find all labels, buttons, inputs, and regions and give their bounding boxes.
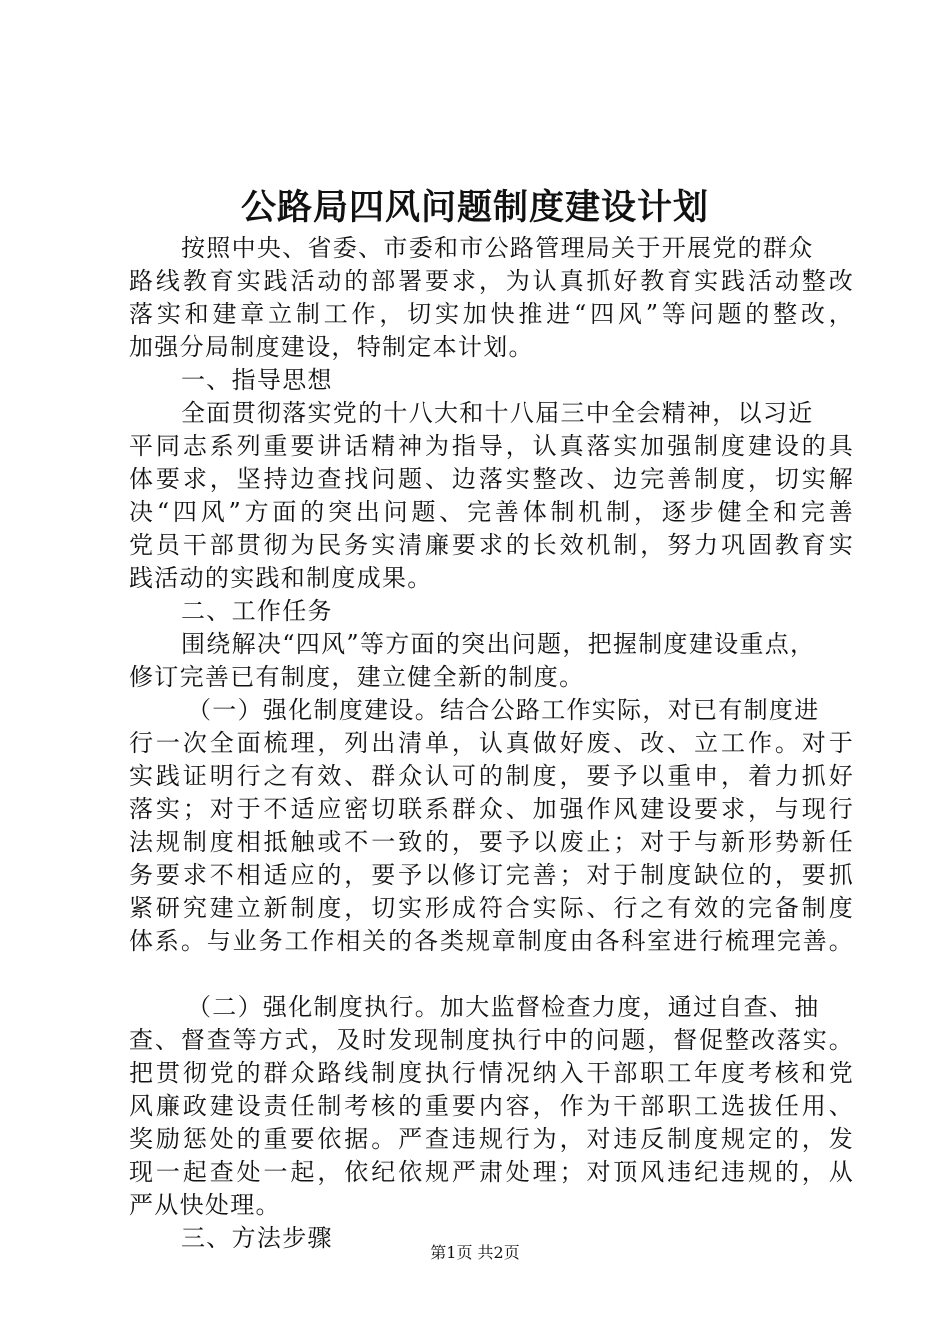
paragraph-line: 现一起查处一起，依纪依规严肃处理；对顶风违纪违规的，从 [129, 1158, 854, 1186]
paragraph-line: 严从快处理。 [129, 1191, 281, 1219]
paragraph-line: 风廉政建设责任制考核的重要内容，作为干部职工选拔任用、 [129, 1092, 854, 1120]
paragraph-line: 践活动的实践和制度成果。 [129, 564, 433, 592]
paragraph-line: 落实；对于不适应密切联系群众、加强作风建设要求，与现行 [129, 795, 854, 823]
paragraph-line: 围绕解决“四风”等方面的突出问题，把握制度建设重点， [181, 630, 816, 658]
document-title: 公路局四风问题制度建设计划 [240, 187, 709, 228]
paragraph-line: 全面贯彻落实党的十八大和十八届三中全会精神，以习近 [181, 399, 814, 427]
paragraph-line: （二）强化制度执行。加大监督检查力度，通过自查、抽 [187, 993, 820, 1021]
section-heading: 二、工作任务 [181, 597, 333, 625]
paragraph-line: 平同志系列重要讲话精神为指导，认真落实加强制度建设的具 [129, 432, 854, 460]
paragraph-line: 体系。与业务工作相关的各类规章制度由各科室进行梳理完善。 [129, 927, 854, 955]
paragraph-line: 行一次全面梳理，列出清单，认真做好废、改、立工作。对于 [129, 729, 854, 757]
paragraph-line: 决“四风”方面的突出问题、完善体制机制，逐步健全和完善 [129, 498, 854, 526]
section-heading: 一、指导思想 [181, 366, 333, 394]
paragraph-line: 查、督查等方式，及时发现制度执行中的问题，督促整改落实。 [129, 1026, 854, 1054]
paragraph-line: （一）强化制度建设。结合公路工作实际，对已有制度进 [187, 696, 820, 724]
paragraph-line: 体要求，坚持边查找问题、边落实整改、边完善制度，切实解 [129, 465, 854, 493]
blank-line [129, 958, 854, 991]
paragraph-line: 路线教育实践活动的部署要求，为认真抓好教育实践活动整改 [129, 267, 854, 295]
document-body [129, 232, 854, 1255]
paragraph-line: 落实和建章立制工作，切实加快推进“四风”等问题的整改， [129, 300, 854, 328]
section-heading: 三、方法步骤 [181, 1224, 333, 1252]
paragraph-line: 法规制度相抵触或不一致的，要予以废止；对于与新形势新任 [129, 828, 854, 856]
paragraph-line: 把贯彻党的群众路线制度执行情况纳入干部职工年度考核和党 [129, 1059, 854, 1087]
paragraph-line: 务要求不相适应的，要予以修订完善；对于制度缺位的，要抓 [129, 861, 854, 889]
paragraph-line: 紧研究建立新制度，切实形成符合实际、行之有效的完备制度 [129, 894, 854, 922]
paragraph-line: 党员干部贯彻为民务实清廉要求的长效机制，努力巩固教育实 [129, 531, 854, 559]
paragraph-line: 实践证明行之有效、群众认可的制度，要予以重申，着力抓好 [129, 762, 854, 790]
paragraph-line: 按照中央、省委、市委和市公路管理局关于开展党的群众 [181, 234, 814, 262]
paragraph-line: 加强分局制度建设，特制定本计划。 [129, 333, 534, 361]
paragraph-line: 修订完善已有制度，建立健全新的制度。 [129, 663, 585, 691]
paragraph-line: 奖励惩处的重要依据。严查违规行为，对违反制度规定的，发 [129, 1125, 854, 1153]
page-number: 第1页 共2页 [430, 1243, 520, 1262]
